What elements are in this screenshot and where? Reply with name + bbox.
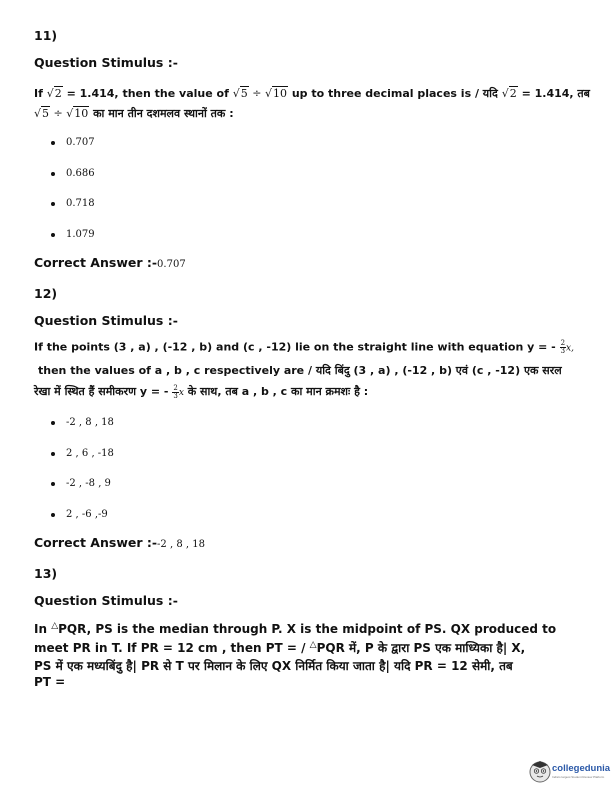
question-11-option-4: 1.079 bbox=[66, 229, 95, 240]
bullet bbox=[51, 202, 55, 206]
question-12-stimulus-label: Question Stimulus :- bbox=[34, 313, 178, 328]
bullet bbox=[51, 141, 55, 145]
question-11-text-line1: If √2 = 1.414, then the value of √5 ÷ √10 up to three decimal places is / यदि √2 = 1.414, तब bbox=[34, 87, 590, 100]
question-12-text-line2: then the values of a , b , c respectively are / यदि बिंदु (3 , a) , (-12 , b) एवं (c , -12) एक सरल bbox=[38, 364, 562, 377]
question-13-stimulus-label: Question Stimulus :- bbox=[34, 593, 178, 608]
question-12-option-4: 2 , -6 ,-9 bbox=[66, 509, 108, 520]
question-12-correct-answer: Correct Answer :--2 , 8 , 18 bbox=[34, 535, 205, 550]
question-11-correct-answer: Correct Answer :-0.707 bbox=[34, 255, 186, 270]
bullet bbox=[51, 421, 55, 425]
bullet bbox=[51, 513, 55, 517]
question-13-text-line2: meet PR in T. If PR = 12 cm , then PT = / △PQR में, P के द्वारा PS एक माध्यिका है| X, bbox=[34, 640, 526, 655]
question-11-number: 11) bbox=[34, 28, 58, 43]
question-11-option-1: 0.707 bbox=[66, 137, 95, 148]
question-13-text-line3: PS में एक मध्यबिंदु है| PR से T पर मिलान के लिए QX निर्मित किया जाता है| यदि PR = 12 सेमी, तब bbox=[34, 659, 513, 673]
question-13-number: 13) bbox=[34, 566, 58, 581]
question-12-option-3: -2 , -8 , 9 bbox=[66, 478, 111, 489]
bullet bbox=[51, 233, 55, 237]
bullet bbox=[51, 482, 55, 486]
bullet bbox=[51, 172, 55, 176]
mascot-icon bbox=[528, 759, 552, 783]
question-11-option-3: 0.718 bbox=[66, 198, 95, 209]
question-13-text-line1: In △PQR, PS is the median through P. X is the midpoint of PS. QX produced to bbox=[34, 621, 557, 636]
question-12-option-2: 2 , 6 , -18 bbox=[66, 448, 114, 459]
logo-tagline: India's largest Student Review Platform bbox=[552, 775, 605, 779]
question-12-option-1: -2 , 8 , 18 bbox=[66, 417, 114, 428]
collegedunia-logo bbox=[528, 757, 611, 787]
question-13-text-line4: PT = bbox=[34, 675, 66, 689]
question-12-text-line1: If the points (3 , a) , (-12 , b) and (c , -12) lie on the straight line with equation y = - $\frac{2}{3}$ x, bbox=[34, 339, 574, 355]
question-12-text-line3: रेखा में स्थित हैं समीकरण y = - $\frac{2}{3}$ x के साथ, तब a , b , c का मान क्रमशः है : bbox=[34, 383, 369, 400]
question-11-stimulus-label: Question Stimulus :- bbox=[34, 55, 178, 70]
question-11-text-line2: √5 ÷ √10 का मान तीन दशमलव स्थानों तक : bbox=[34, 107, 234, 120]
logo-text: collegedunia bbox=[552, 763, 611, 774]
question-11-option-2: 0.686 bbox=[66, 168, 95, 179]
question-12-number: 12) bbox=[34, 286, 58, 301]
bullet bbox=[51, 452, 55, 456]
